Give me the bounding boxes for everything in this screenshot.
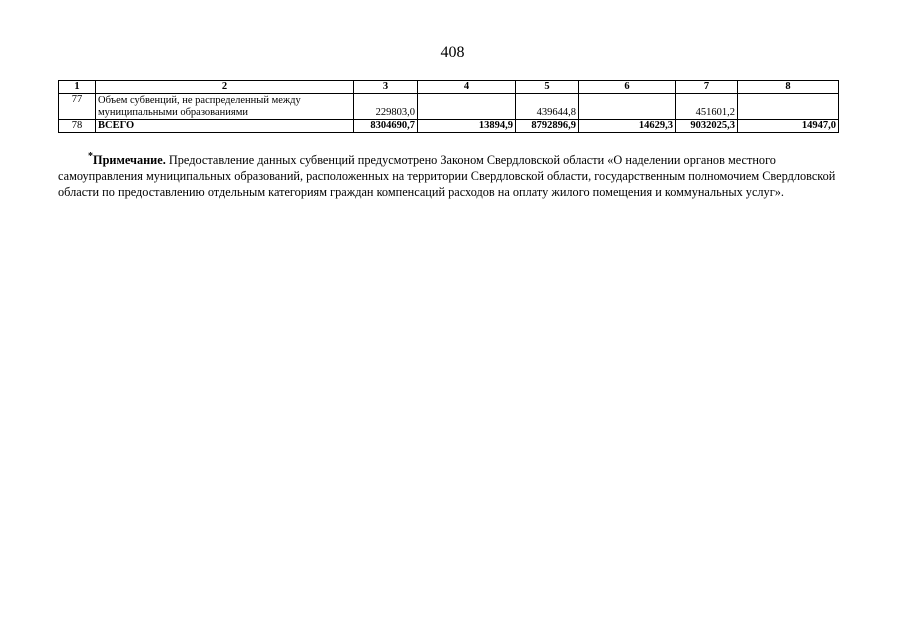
cell-col6 (579, 94, 676, 120)
cell-col5: 8792896,9 (516, 120, 579, 133)
table-header-row (59, 81, 839, 94)
budget-table (58, 80, 839, 133)
table-row (59, 94, 839, 120)
col-header-2: 2 (96, 81, 354, 94)
row-index: 78 (59, 120, 96, 133)
cell-col4: 13894,9 (418, 120, 516, 133)
table-row-total (59, 120, 839, 133)
row-index: 77 (59, 94, 96, 120)
col-header-7: 7 (676, 81, 738, 94)
cell-col7: 9032025,3 (676, 120, 738, 133)
cell-col5: 439644,8 (516, 94, 579, 120)
footnote-star: * (88, 150, 93, 162)
row-name: Объем субвенций, не распределенный между муниципальными образованиями (96, 94, 354, 120)
col-header-3: 3 (354, 81, 418, 94)
cell-col3: 8304690,7 (354, 120, 418, 133)
footnote-label: Примечание. (93, 153, 166, 167)
col-header-8: 8 (738, 81, 839, 94)
cell-col6: 14629,3 (579, 120, 676, 133)
col-header-1: 1 (59, 81, 96, 94)
cell-col8 (738, 94, 839, 120)
row-name: ВСЕГО (96, 120, 354, 133)
col-header-4: 4 (418, 81, 516, 94)
col-header-5: 5 (516, 81, 579, 94)
footnote (58, 152, 838, 200)
footnote-text: Предоставление данных субвенций предусмотрено Законом Свердловской области «О наделении органов местного самоуправления муниципальных образований, расположенных на территории Свердловской области, государственным полномочием Свердловской области по предоставлению отдельным категориям граждан компенсаций расходов на оплату жилого помещения и коммунальных услуг». (58, 153, 836, 199)
col-header-6: 6 (579, 81, 676, 94)
page-number: 408 (440, 44, 465, 61)
cell-col3: 229803,0 (354, 94, 418, 120)
cell-col4 (418, 94, 516, 120)
cell-col8: 14947,0 (738, 120, 839, 133)
cell-col7: 451601,2 (676, 94, 738, 120)
